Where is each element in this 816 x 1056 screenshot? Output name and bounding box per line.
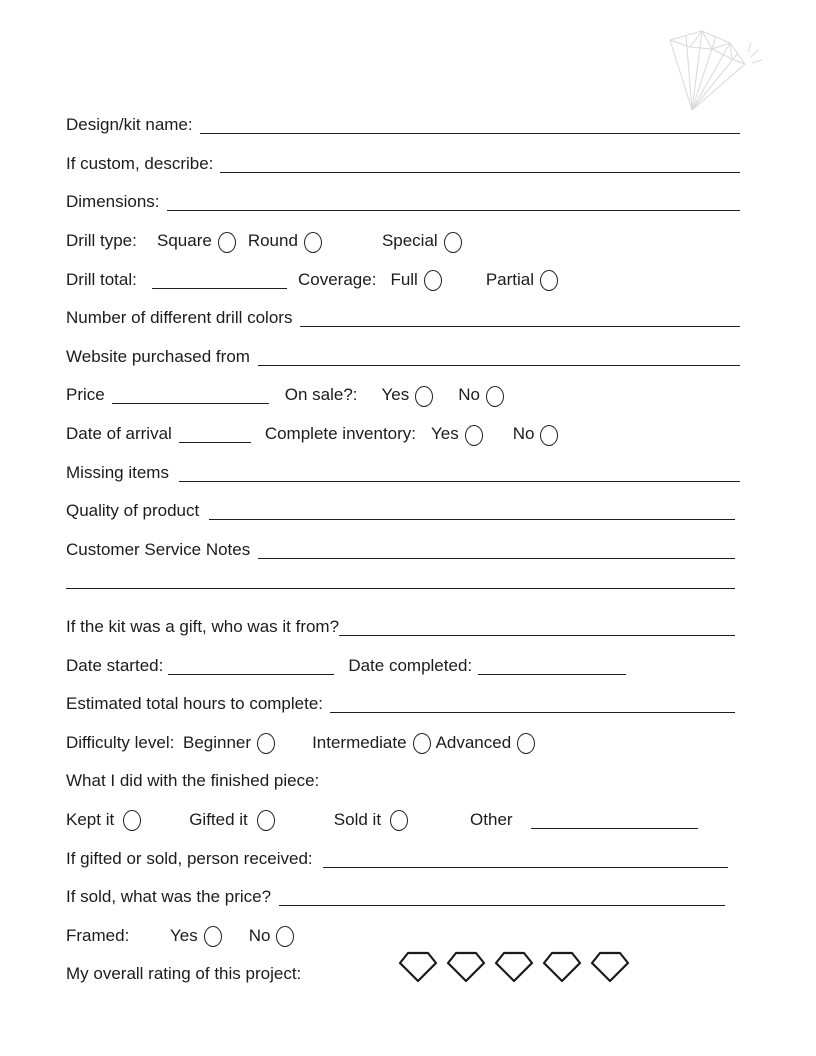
sold-it-label: Sold it	[333, 809, 382, 829]
rating-diamonds	[398, 951, 638, 983]
row-custom-describe	[66, 145, 740, 184]
price-field[interactable]	[112, 386, 269, 404]
diamond-rating-icon[interactable]	[590, 951, 630, 983]
missing-items-field[interactable]	[179, 464, 740, 482]
framed-option-yes	[170, 925, 222, 946]
row-finished-piece	[66, 762, 740, 801]
outcome-option-kept	[66, 809, 141, 830]
row-service-notes-overflow	[66, 569, 740, 608]
intermediate-label: Intermediate	[312, 732, 407, 752]
row-missing-items	[66, 453, 740, 492]
row-difficulty	[66, 724, 740, 763]
coverage-option-partial	[486, 269, 558, 290]
quality-field[interactable]	[209, 502, 735, 520]
rating-label: My overall rating of this project:	[66, 964, 302, 984]
intermediate-radio-circle[interactable]	[413, 733, 431, 754]
on-sale-no-label: No	[458, 385, 480, 405]
hours-field[interactable]	[330, 695, 735, 713]
kept-it-label: Kept it	[66, 809, 115, 829]
finished-piece-label: What I did with the finished piece:	[66, 771, 320, 791]
arrival-label: Date of arrival	[66, 424, 172, 444]
row-rating	[66, 955, 740, 994]
service-notes-overflow-field[interactable]	[66, 571, 735, 589]
full-radio-circle[interactable]	[424, 270, 442, 291]
diamond-rating-icon[interactable]	[542, 951, 582, 983]
row-framed	[66, 916, 740, 955]
inventory-option-no	[513, 424, 559, 445]
arrival-field[interactable]	[179, 425, 251, 443]
person-received-field[interactable]	[323, 850, 728, 868]
on-sale-option-no	[458, 385, 504, 406]
service-notes-label: Customer Service Notes	[66, 539, 251, 559]
row-gift-from	[66, 608, 740, 647]
sold-price-field[interactable]	[279, 888, 725, 906]
advanced-label: Advanced	[435, 732, 512, 752]
price-label: Price	[66, 385, 105, 405]
date-started-field[interactable]	[168, 657, 334, 675]
row-drill-colors	[66, 299, 740, 338]
framed-label: Framed:	[66, 925, 130, 945]
sold-price-label: If sold, what was the price?	[66, 887, 272, 907]
difficulty-option-beginner	[183, 732, 275, 753]
framed-no-label: No	[248, 925, 271, 945]
row-drill-type	[66, 222, 740, 261]
advanced-radio-circle[interactable]	[517, 733, 535, 754]
missing-items-label: Missing items	[66, 462, 169, 482]
gifted-it-circle[interactable]	[257, 810, 275, 831]
design-kit-field[interactable]	[200, 116, 740, 134]
row-quality	[66, 492, 740, 531]
round-label: Round	[247, 231, 298, 251]
on-sale-option-yes	[382, 385, 434, 406]
custom-describe-label: If custom, describe:	[66, 153, 214, 173]
dimensions-field[interactable]	[167, 193, 740, 211]
inventory-yes-label: Yes	[431, 424, 459, 444]
special-label: Special	[381, 231, 438, 251]
row-person-received	[66, 839, 740, 878]
website-field[interactable]	[258, 348, 740, 366]
on-sale-no-circle[interactable]	[486, 386, 504, 407]
diamond-sketch-logo	[652, 26, 768, 118]
other-field[interactable]	[531, 811, 698, 829]
gifted-it-label: Gifted it	[189, 809, 248, 829]
drill-type-label: Drill type:	[66, 231, 137, 251]
row-arrival	[66, 415, 740, 454]
drill-type-option-special	[382, 231, 462, 252]
drill-total-field[interactable]	[152, 271, 287, 289]
diamond-rating-icon[interactable]	[494, 951, 534, 983]
special-radio-circle[interactable]	[444, 232, 462, 253]
website-label: Website purchased from	[66, 346, 250, 366]
project-log-form	[66, 106, 740, 994]
row-dimensions	[66, 183, 740, 222]
beginner-radio-circle[interactable]	[257, 733, 275, 754]
round-radio-circle[interactable]	[304, 232, 322, 253]
difficulty-option-advanced	[436, 732, 536, 753]
square-label: Square	[157, 231, 212, 251]
diamond-rating-icon[interactable]	[446, 951, 486, 983]
inventory-no-circle[interactable]	[540, 425, 558, 446]
sold-it-circle[interactable]	[390, 810, 408, 831]
other-label: Other	[470, 809, 513, 829]
dimensions-label: Dimensions:	[66, 192, 160, 212]
coverage-option-full	[390, 269, 441, 290]
row-website	[66, 338, 740, 377]
difficulty-option-intermediate	[312, 732, 431, 753]
inventory-no-label: No	[512, 424, 535, 444]
partial-radio-circle[interactable]	[540, 270, 558, 291]
inventory-option-yes	[431, 424, 483, 445]
custom-describe-field[interactable]	[220, 155, 740, 173]
coverage-label: Coverage:	[298, 269, 377, 289]
inventory-label: Complete inventory:	[264, 424, 417, 444]
row-drill-total	[66, 260, 740, 299]
row-price	[66, 376, 740, 415]
row-service-notes	[66, 531, 740, 570]
on-sale-yes-circle[interactable]	[415, 386, 433, 407]
partial-label: Partial	[485, 269, 535, 289]
beginner-label: Beginner	[183, 732, 252, 752]
row-sold-price	[66, 878, 740, 917]
gift-from-field[interactable]	[339, 618, 735, 636]
drill-total-label: Drill total:	[66, 269, 137, 289]
drill-colors-field[interactable]	[300, 309, 740, 327]
outcome-option-sold	[334, 809, 408, 830]
inventory-yes-circle[interactable]	[465, 425, 483, 446]
framed-yes-circle[interactable]	[204, 926, 222, 947]
difficulty-label: Difficulty level:	[66, 732, 175, 752]
date-completed-label: Date completed:	[348, 655, 473, 675]
framed-yes-label: Yes	[170, 925, 198, 945]
row-hours	[66, 685, 740, 724]
date-completed-field[interactable]	[478, 657, 626, 675]
framed-option-no	[249, 925, 295, 946]
row-design-kit	[66, 106, 740, 145]
service-notes-field[interactable]	[258, 541, 735, 559]
outcome-option-gifted	[189, 809, 275, 830]
row-outcome	[66, 801, 740, 840]
diamond-rating-icon[interactable]	[398, 951, 438, 983]
quality-label: Quality of product	[66, 501, 200, 521]
square-radio-circle[interactable]	[218, 232, 236, 253]
drill-type-option-round	[248, 231, 322, 252]
full-label: Full	[390, 269, 418, 289]
person-received-label: If gifted or sold, person received:	[66, 848, 313, 868]
kept-it-circle[interactable]	[123, 810, 141, 831]
hours-label: Estimated total hours to complete:	[66, 694, 324, 714]
design-kit-label: Design/kit name:	[66, 115, 193, 135]
on-sale-label: On sale?:	[284, 385, 358, 405]
gift-from-label: If the kit was a gift, who was it from?	[66, 617, 340, 637]
on-sale-yes-label: Yes	[381, 385, 410, 405]
date-started-label: Date started:	[66, 655, 164, 675]
framed-no-circle[interactable]	[276, 926, 294, 947]
drill-type-option-square	[157, 231, 236, 252]
row-dates	[66, 646, 740, 685]
drill-colors-label: Number of different drill colors	[66, 308, 293, 328]
